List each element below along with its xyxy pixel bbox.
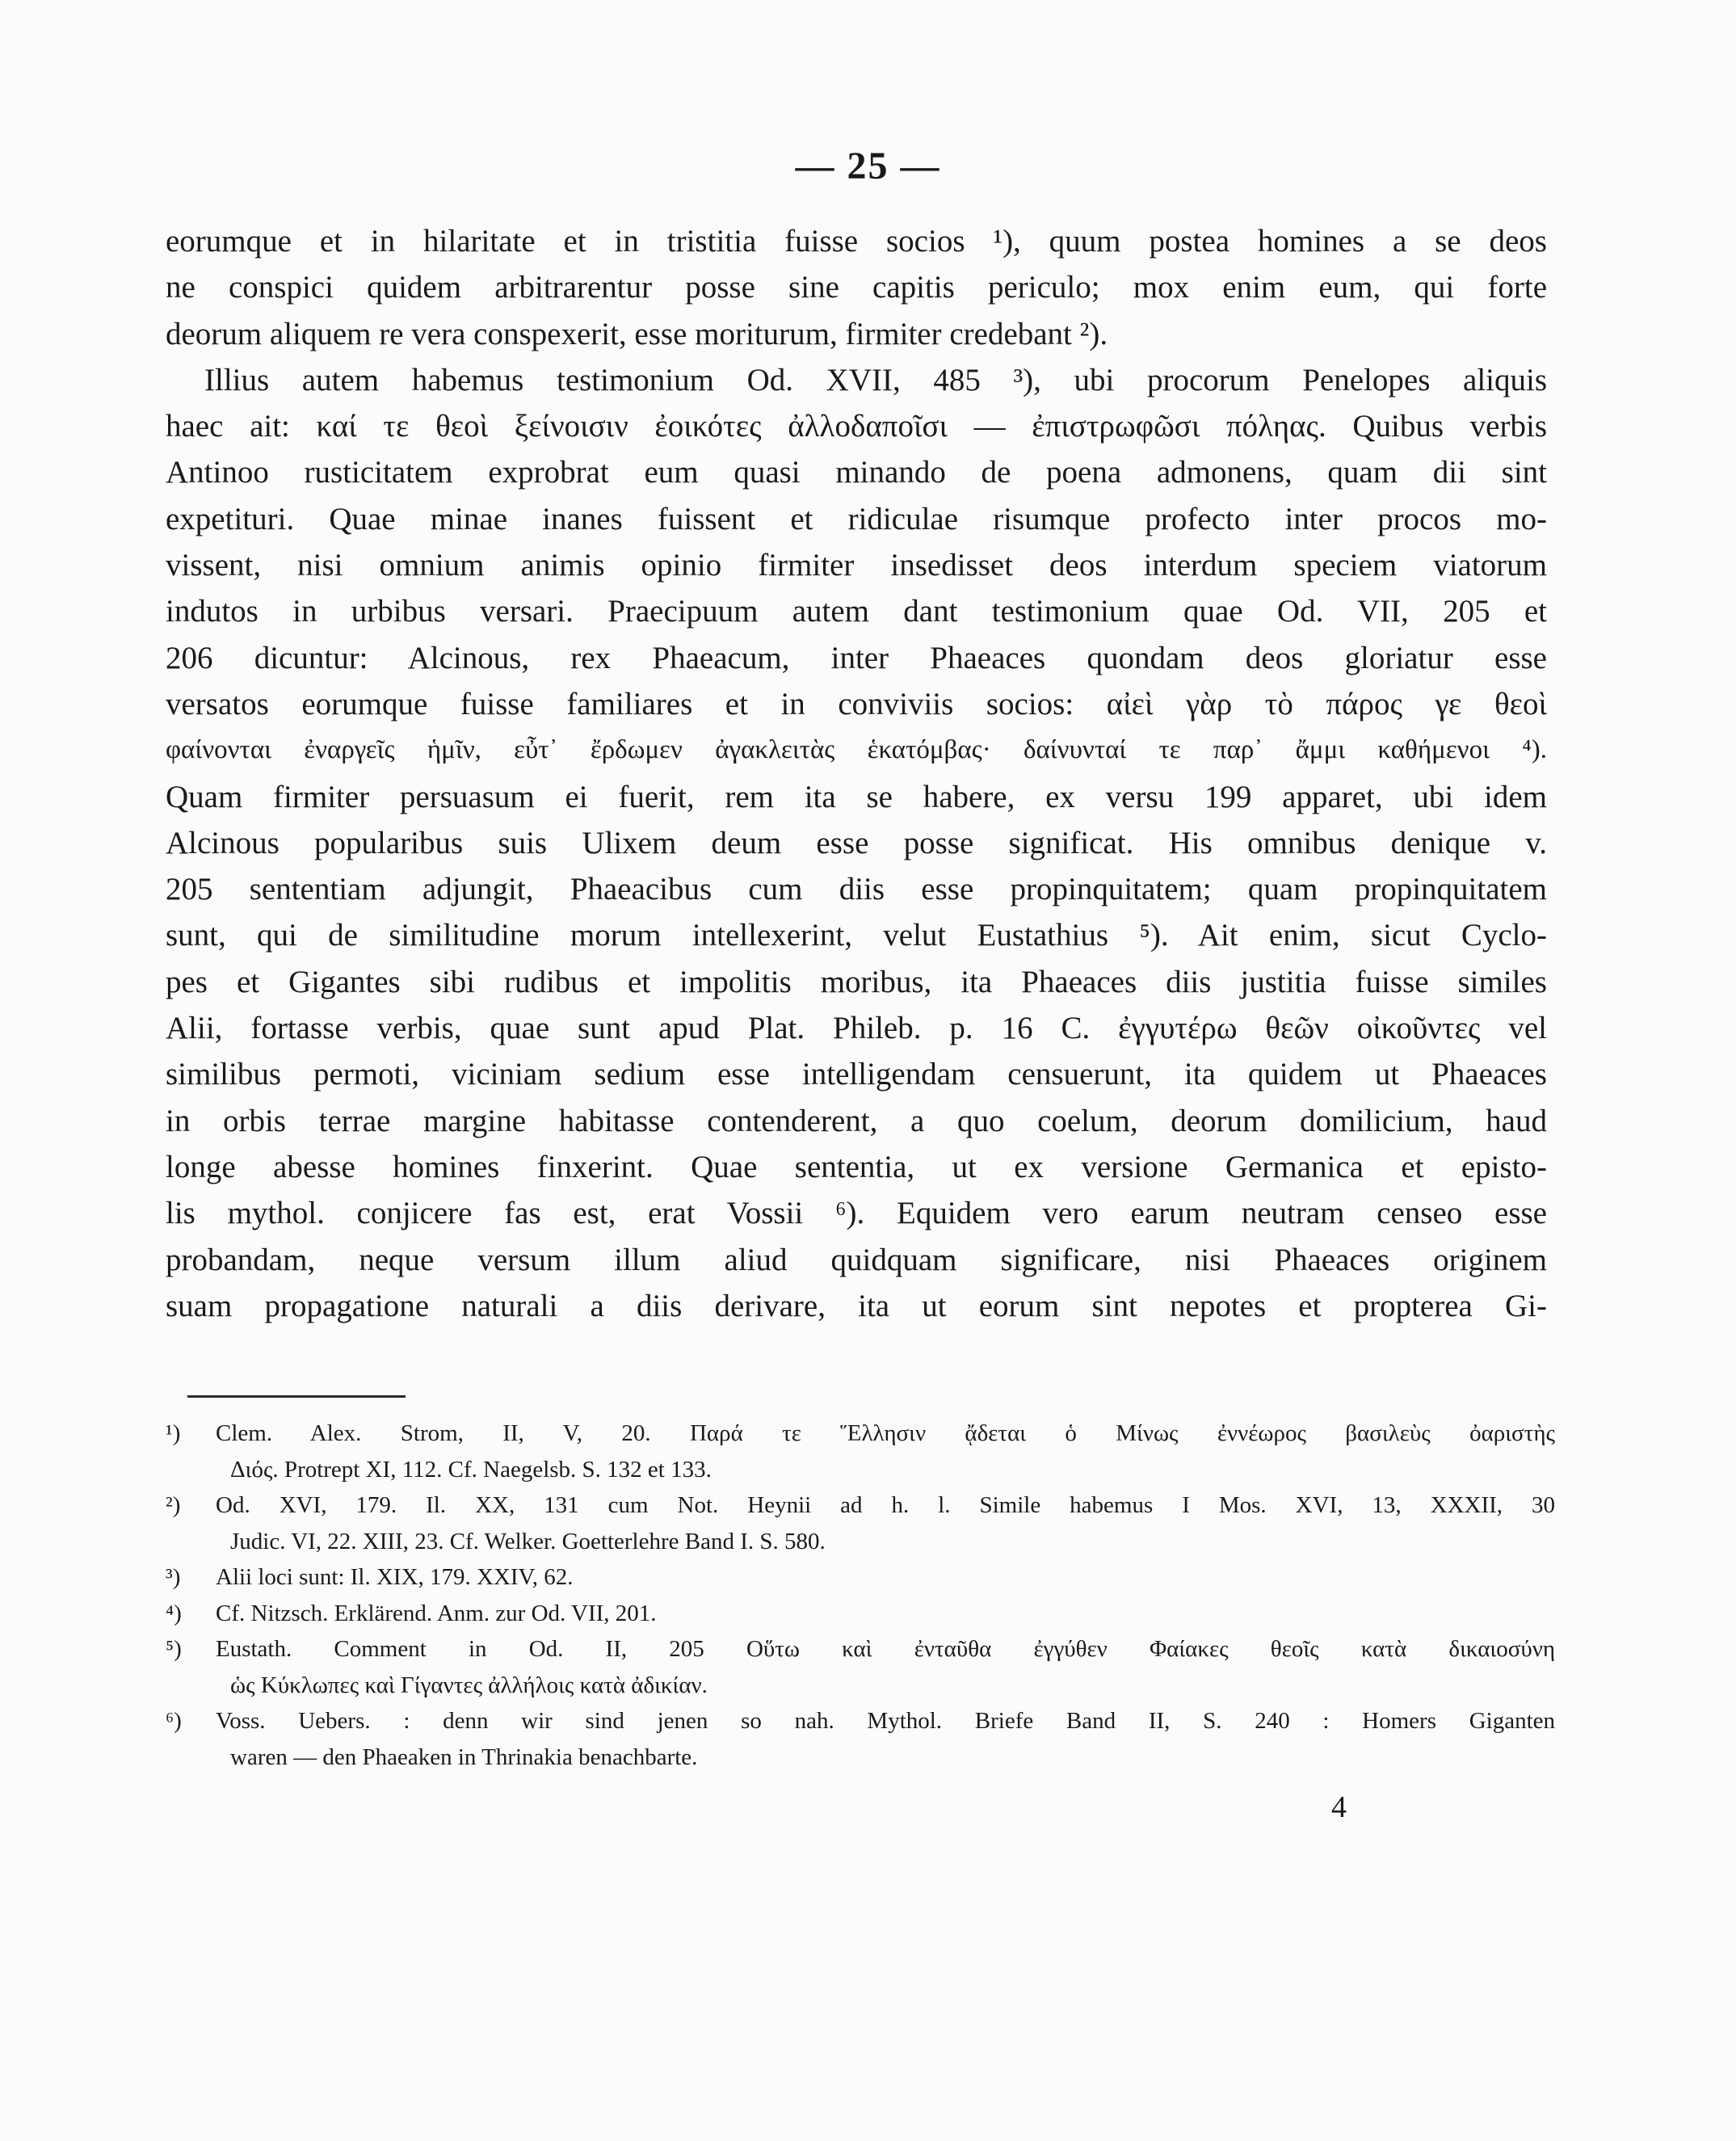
text-line: φαίνονται ἐναργεῖς ἡμῖν, εὖτ᾽ ἔρδωμεν ἀγακλειτὰς ἑκατόμβας· δαίνυνταί τε παρ᾽ ἄμμι καθήμενοι ⁴). — [166, 735, 1547, 765]
footnote-2 — [166, 1487, 1555, 1524]
text-line: Quam firmiter persuasum ei fuerit, rem ita se habere, ex versu 199 apparet, ubi idem — [166, 779, 1547, 814]
footnote-text: Cf. Nitzsch. Erklärend. Anm. zur Od. VII, 201. — [216, 1600, 657, 1626]
footnote-mark: ³) — [166, 1564, 181, 1590]
text-line: versatos eorumque fuisse familiares et in conviviis socios: αἰεὶ γὰρ τὸ πάρος γε θεοὶ — [166, 686, 1547, 721]
footnote-5 — [166, 1631, 1555, 1668]
text-line: probandam, neque versum illum aliud quidquam significare, nisi Phaeaces originem — [166, 1242, 1547, 1277]
text-line: sunt, qui de similitudine morum intellexerint, velut Eustathius ⁵). Ait enim, sicut Cyclo- — [166, 918, 1547, 953]
text-line: vissent, nisi omnium animis opinio firmiter insedisset deos interdum speciem viatorum — [166, 548, 1547, 583]
body-text — [166, 218, 1547, 1329]
footnote-6-cont: waren — den Phaeaken in Thrinakia benachbarte. — [230, 1744, 698, 1770]
footnote-1-cont: Διός. Protrept XI, 112. Cf. Naegelsb. S. 132 et 133. — [230, 1456, 712, 1483]
footnote-1 — [166, 1415, 1555, 1452]
text-line: haec ait: καί τε θεοὶ ξείνοισιν ἐοικότες ἀλλοδαποῖσι — ἐπιστρωφῶσι πόληας. Quibus verbis — [166, 409, 1547, 444]
footnote-mark: ⁶) — [166, 1708, 182, 1734]
text-line: similibus permoti, viciniam sedium esse intelligendam censuerunt, ita quidem ut Phaeaces — [166, 1057, 1547, 1092]
footnote-3 — [166, 1559, 1555, 1596]
text-line: 206 dicuntur: Alcinous, rex Phaeacum, inter Phaeaces quondam deos gloriatur esse — [166, 640, 1547, 675]
text-line: longe abesse homines finxerint. Quae sententia, ut ex versione Germanica et episto- — [166, 1149, 1547, 1184]
footnote-text: Alii loci sunt: Il. XIX, 179. XXIV, 62. — [216, 1564, 574, 1590]
text-line: Alii, fortasse verbis, quae sunt apud Plat. Phileb. p. 16 C. ἐγγυτέρω θεῶν οἰκοῦντες vel — [166, 1011, 1547, 1046]
page-number: — 25 — — [795, 145, 941, 187]
text-line: Antinoo rusticitatem exprobrat eum quasi minando de poena admonens, quam dii sint — [166, 455, 1547, 490]
footnote-6 — [166, 1703, 1555, 1739]
footnote-text: Clem. Alex. Strom, II, V, 20. Παρά τε Ἕλλησιν ᾄδεται ὁ Μίνως ἐννέωρος βασιλεὺς ὀαριστὴς — [216, 1420, 1555, 1446]
text-line: ne conspici quidem arbitrarentur posse sine capitis periculo; mox enim eum, qui forte — [166, 270, 1547, 305]
text-line: Alcinous popularibus suis Ulixem deum esse posse significat. His omnibus denique v. — [166, 825, 1547, 860]
signature-mark: 4 — [1331, 1790, 1347, 1824]
footnote-mark: ¹) — [166, 1420, 181, 1446]
text-line: in orbis terrae margine habitasse contenderent, a quo coelum, deorum domilicium, haud — [166, 1103, 1547, 1138]
footnote-text: Od. XVI, 179. Il. XX, 131 cum Not. Heynii ad h. l. Simile habemus I Mos. XVI, 13, XXXII, 30 — [216, 1492, 1555, 1518]
footnote-5-cont: ὡς Κύκλωπες καὶ Γίγαντες ἀλλήλοις κατὰ ἀδικίαν. — [230, 1672, 708, 1698]
text-line: Illius autem habemus testimonium Od. XVII, 485 ³), ubi procorum Penelopes aliquis — [204, 362, 1547, 397]
footnote-4 — [166, 1596, 1555, 1632]
text-line: expetituri. Quae minae inanes fuissent et ridiculae risumque profecto inter procos mo- — [166, 501, 1547, 536]
footnote-mark: ²) — [166, 1492, 181, 1518]
footnote-divider — [187, 1395, 406, 1398]
text-line: lis mythol. conjicere fas est, erat Vossii ⁶). Equidem vero earum neutram censeo esse — [166, 1196, 1547, 1231]
text-line: indutos in urbibus versari. Praecipuum autem dant testimonium quae Od. VII, 205 et — [166, 594, 1547, 629]
text-line: suam propagatione naturali a diis derivare, ita ut eorum sint nepotes et propterea Gi- — [166, 1288, 1547, 1323]
text-line: eorumque et in hilaritate et in tristitia fuisse socios ¹), quum postea homines a se deos — [166, 224, 1547, 259]
text-line: 205 sententiam adjungit, Phaeacibus cum diis esse propinquitatem; quam propinquitatem — [166, 872, 1547, 907]
footnotes — [166, 1415, 1555, 1775]
footnote-text: Eustath. Comment in Od. II, 205 Οὕτω καὶ ἐνταῦθα ἐγγύθεν Φαίακες θεοῖς κατὰ δικαιοσύνη — [216, 1636, 1555, 1662]
footnote-mark: ⁴) — [166, 1600, 182, 1626]
text-line: deorum aliquem re vera conspexerit, esse moriturum, firmiter credebant ²). — [166, 316, 1108, 351]
footnote-mark: ⁵) — [166, 1636, 182, 1662]
text-line: pes et Gigantes sibi rudibus et impolitis moribus, ita Phaeaces diis justitia fuisse similes — [166, 964, 1547, 999]
footnote-text: Voss. Uebers. : denn wir sind jenen so nah. Mythol. Briefe Band II, S. 240 : Homers Giganten — [216, 1708, 1555, 1734]
footnote-2-cont: Judic. VI, 22. XIII, 23. Cf. Welker. Goetterlehre Band I. S. 580. — [230, 1528, 826, 1554]
